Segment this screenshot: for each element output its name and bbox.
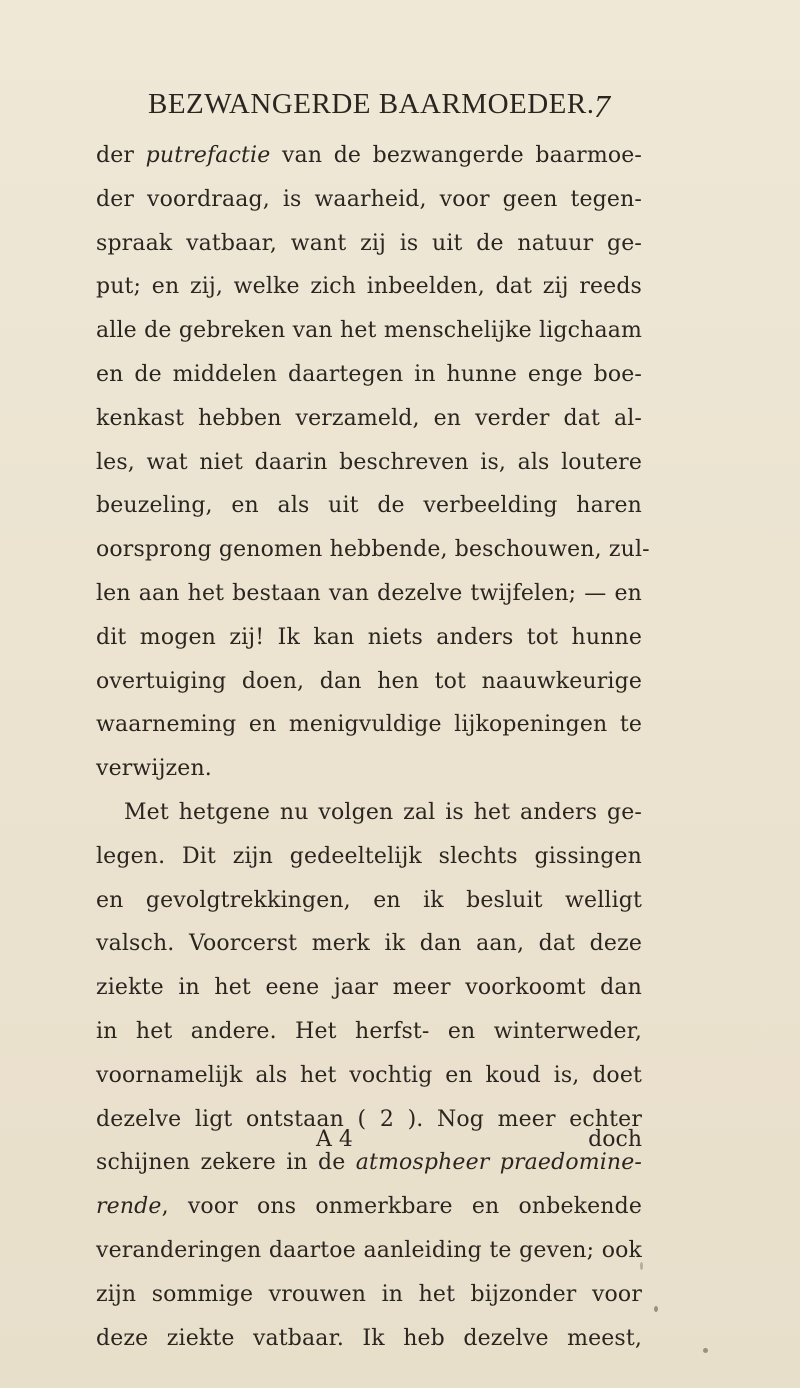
page-number: 7 [594, 88, 610, 124]
signature-mark: A 4 [316, 1127, 353, 1152]
paper-speck [654, 1306, 658, 1312]
text-line: rende, voor ons onmerkbare en onbekende [96, 1194, 642, 1220]
text-line: oorsprong genomen hebbende, beschouwen, zul- [96, 537, 650, 563]
text-line: overtuiging doen, dan hen tot naauwkeurige [96, 668, 642, 694]
text-line: in het andere. Het herfst- en winterweder, [96, 1018, 642, 1044]
text-line: en gevolgtrekkingen, en ik besluit welligt [96, 887, 642, 913]
text-line: alle de gebreken van het menschelijke ligchaam [96, 318, 642, 344]
text-line: en de middelen daartegen in hunne enge boe- [96, 361, 642, 387]
text-line: waarneming en menigvuldige lijkopeningen te [96, 712, 642, 738]
text-line: dit mogen zij! Ik kan niets anders tot hunne [96, 624, 642, 650]
text-line: ziekte in het eene jaar meer voorkoomt dan [96, 975, 642, 1001]
text-line: Met hetgene nu volgen zal is het anders ge- [124, 799, 642, 825]
text-line: beuzeling, en als uit de verbeelding haren [96, 493, 642, 519]
text-line: deze ziekte vatbaar. Ik heb dezelve meest, [96, 1325, 642, 1351]
paper-speck [640, 1262, 643, 1270]
text-line: spraak vatbaar, want zij is uit de natuur ge- [96, 230, 642, 256]
text-line: kenkast hebben verzameld, en verder dat al- [96, 405, 642, 431]
body-text [96, 134, 650, 1360]
running-title: BEZWANGERDE BAARMOEDER. [148, 88, 595, 120]
text-line: zijn sommige vrouwen in het bijzonder voor [96, 1281, 642, 1307]
text-line: voornamelijk als het vochtig en koud is, doet [96, 1062, 642, 1088]
text-line: schijnen zekere in de atmospheer praedomine- [96, 1150, 642, 1176]
page-footer [96, 1118, 642, 1162]
text-line: der putrefactie van de bezwangerde baarmoe- [96, 143, 642, 168]
text-line: valsch. Voorcerst merk ik dan aan, dat deze [96, 931, 642, 957]
text-line: dezelve ligt ontstaan ( 2 ). Nog meer echter [96, 1106, 642, 1132]
text-line: legen. Dit zijn gedeeltelijk slechts gissingen [96, 843, 642, 869]
text-line: verwijzen. [96, 756, 212, 782]
text-line: les, wat niet daarin beschreven is, als loutere [96, 449, 642, 475]
text-line: len aan het bestaan van dezelve twijfelen; — en [96, 580, 642, 606]
text-line: put; en zij, welke zich inbeelden, dat zij reeds [96, 274, 642, 300]
catchword: doch [588, 1127, 642, 1152]
text-line: der voordraag, is waarheid, voor geen tegen- [96, 186, 642, 212]
text-line: veranderingen daartoe aanleiding te geven; ook [96, 1237, 642, 1263]
paper-speck [703, 1348, 708, 1353]
